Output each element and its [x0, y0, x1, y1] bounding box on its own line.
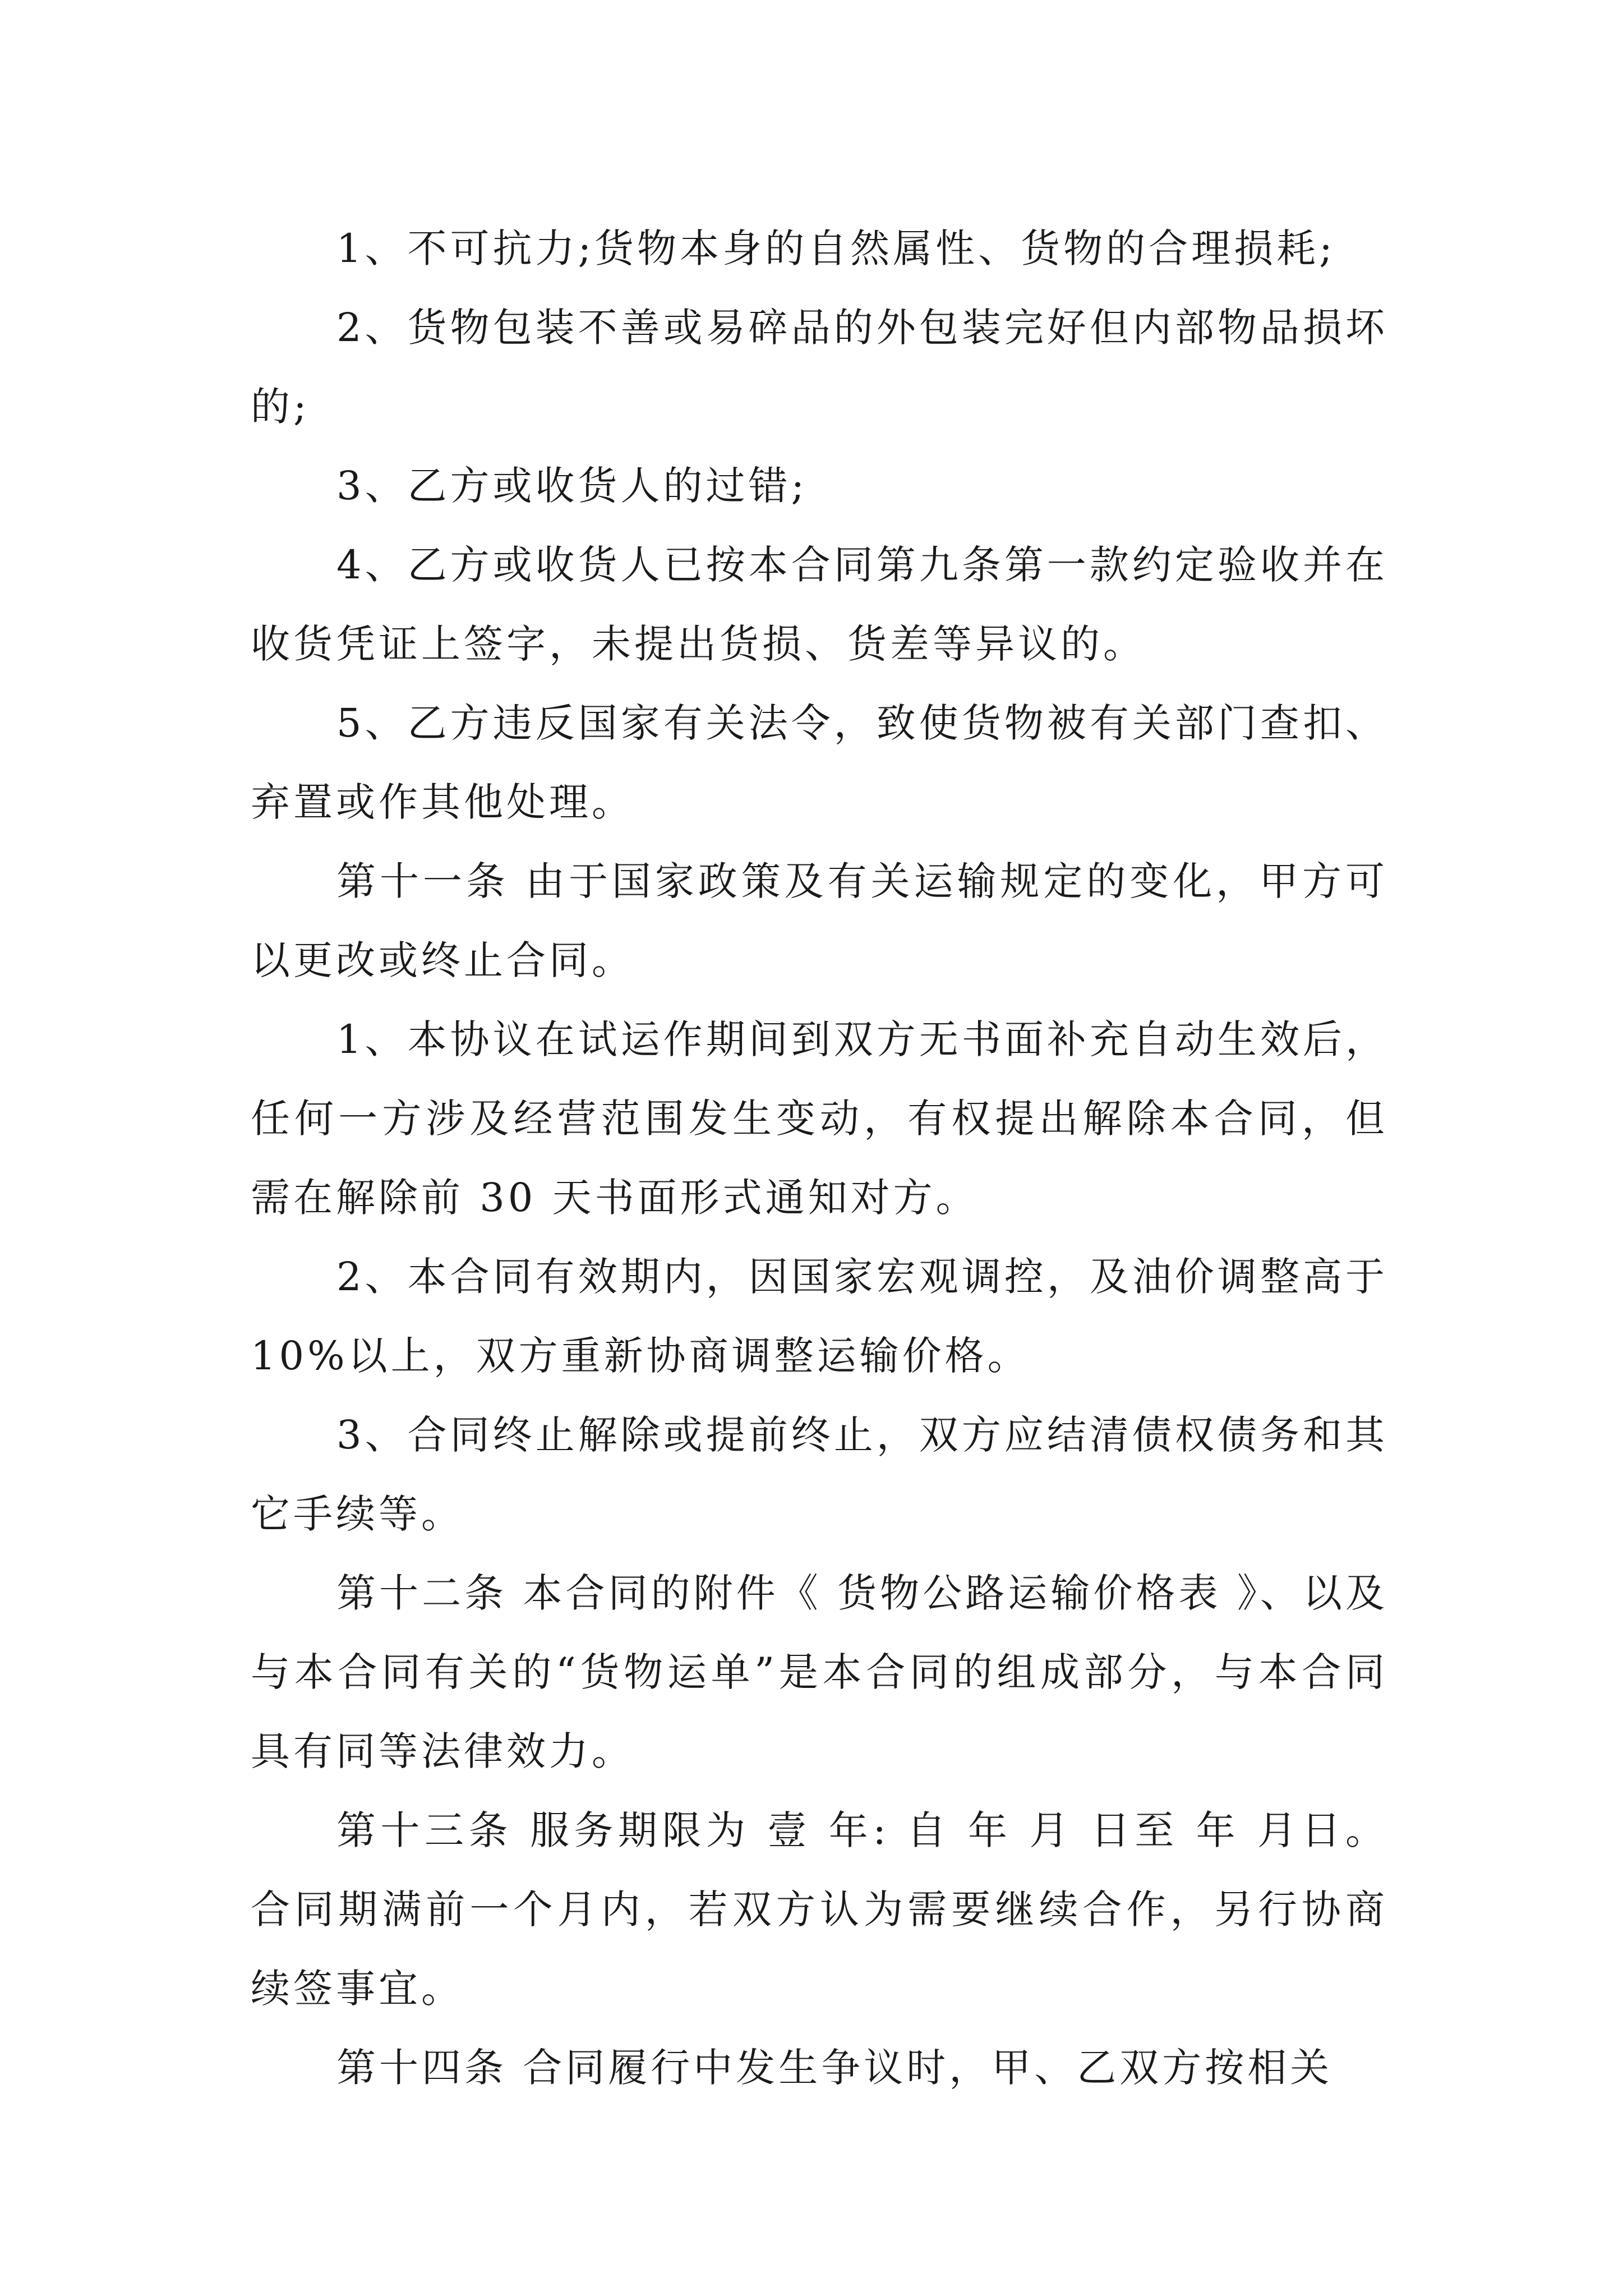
article-11-item-3: 3、合同终止解除或提前终止，双方应结清债权债务和其它手续等。 [251, 1412, 1388, 1537]
article-14: 第十四条 合同履行中发生争议时，甲、乙双方按相关 [336, 2045, 1333, 2091]
article-11: 第十一条 由于国家政策及有关运输规定的变化，甲方可以更改或终止合同。 [251, 858, 1388, 983]
document-body [251, 209, 1388, 2108]
clause-item-3: 3、乙方或收货人的过错; [336, 463, 808, 509]
article-12: 第十二条 本合同的附件《 货物公路运输价格表 》、以及与本合同有关的“货物运单”是本合同的组成部分，与本合同具有同等法律效力。 [251, 1570, 1388, 1774]
clause-item-2: 2、货物包装不善或易碎品的外包装完好但内部物品损坏的; [251, 305, 1388, 430]
clause-item-5: 5、乙方违反国家有关法令，致使货物被有关部门查扣、弃置或作其他处理。 [251, 700, 1388, 825]
article-11-item-1: 1、本协议在试运作期间到双方无书面补充自动生效后，任何一方涉及经营范围发生变动，有权提出解除本合同，但需在解除前 30 天书面形式通知对方。 [251, 1016, 1388, 1221]
article-11-item-2: 2、本合同有效期内，因国家宏观调控，及油价调整高于 10%以上，双方重新协商调整运输价格。 [251, 1254, 1388, 1379]
clause-item-4: 4、乙方或收货人已按本合同第九条第一款约定验收并在收货凭证上签字，未提出货损、货差等异议的。 [251, 542, 1388, 667]
article-13: 第十三条 服务期限为 壹 年: 自 年 月 日至 年 月日。合同期满前一个月内，若双方认为需要继续合作，另行协商续签事宜。 [251, 1807, 1388, 2012]
clause-item-1: 1、不可抗力;货物本身的自然属性、货物的合理损耗; [336, 226, 1336, 272]
